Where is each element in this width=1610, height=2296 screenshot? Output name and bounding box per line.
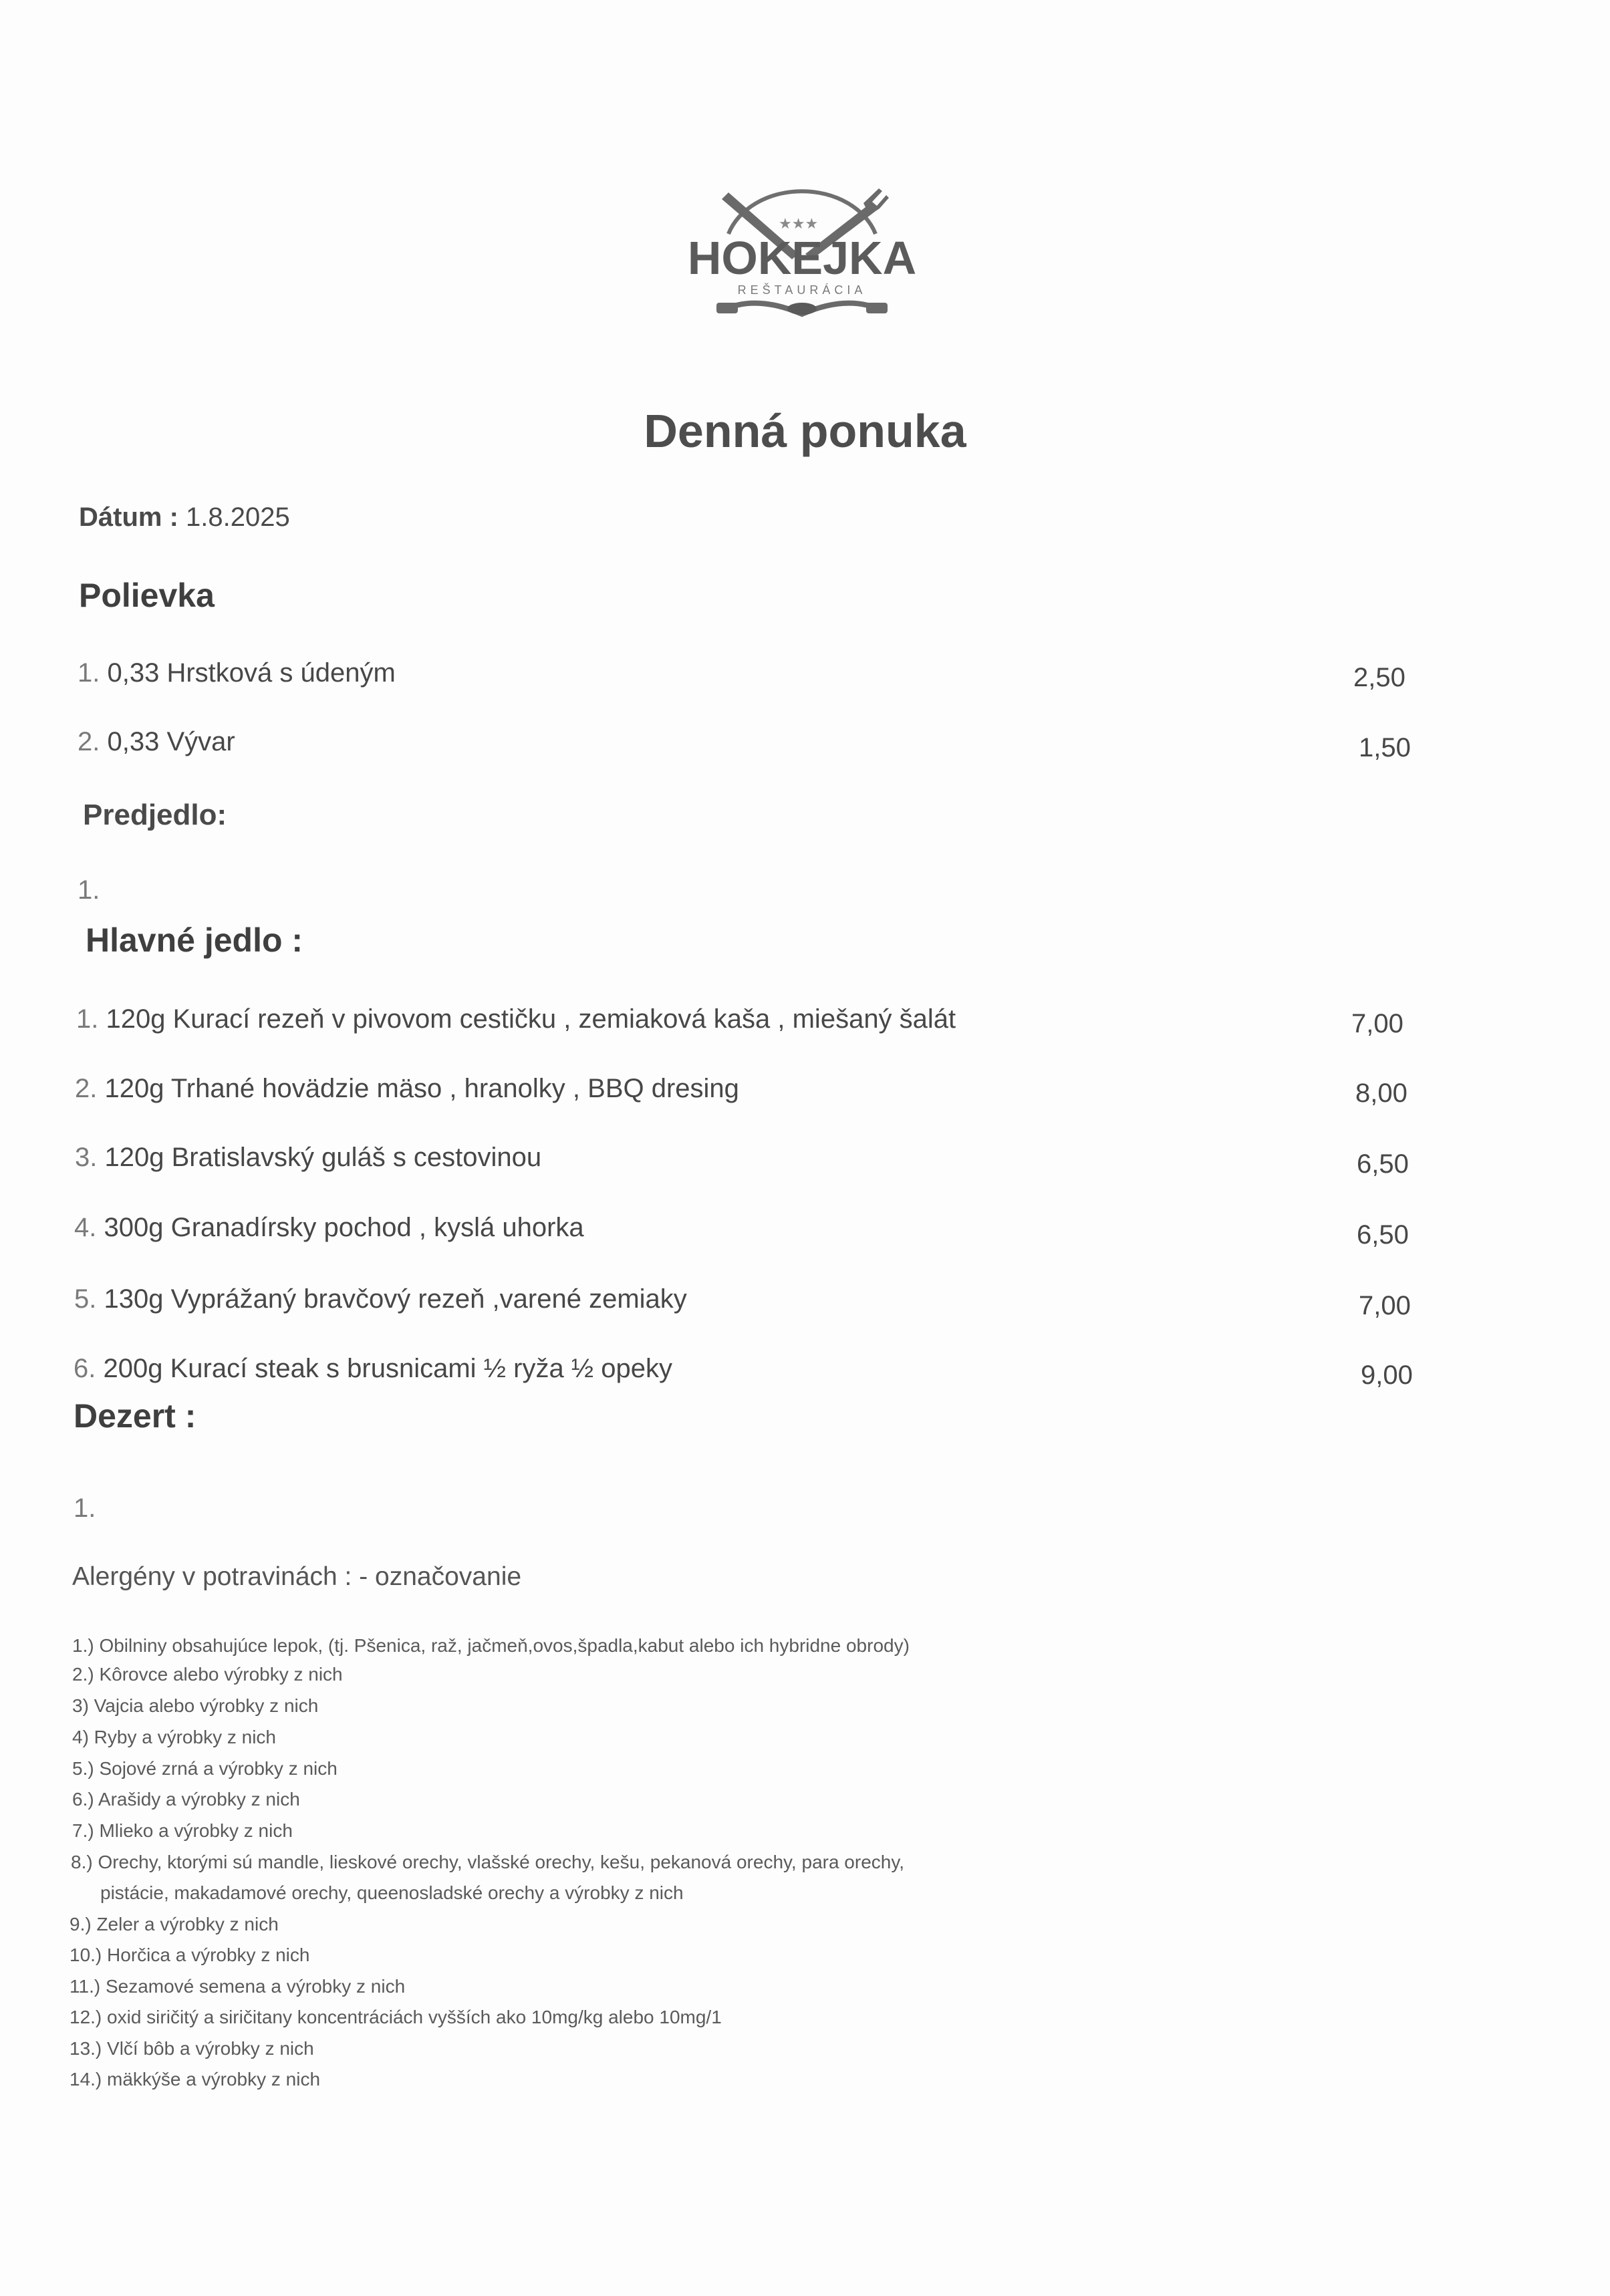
section-main: Hlavné jedlo : bbox=[86, 921, 303, 959]
allergen-item: 11.) Sezamové semena a výrobky z nich bbox=[70, 1976, 406, 1997]
allergen-item: 5.) Sojové zrná a výrobky z nich bbox=[72, 1758, 338, 1779]
item-number: 6. bbox=[74, 1354, 96, 1383]
item-name: 130g Vyprážaný bravčový rezeň ,varené zemiaky bbox=[104, 1284, 687, 1314]
logo-name: HOKEJKA bbox=[687, 232, 917, 284]
item-number: 1. bbox=[76, 1004, 99, 1034]
item-name: 300g Granadírsky pochod , kyslá uhorka bbox=[104, 1213, 584, 1242]
item-number: 2. bbox=[78, 727, 100, 756]
main-item-6 bbox=[74, 1354, 672, 1384]
main-price-2: 8,00 bbox=[1355, 1079, 1407, 1108]
allergen-item: 14.) mäkkýše a výrobky z nich bbox=[70, 2069, 321, 2090]
allergen-item: 9.) Zeler a výrobky z nich bbox=[70, 1914, 279, 1934]
allergen-item: 8.) Orechy, ktorými sú mandle, lieskové orechy, vlašské orechy, kešu, pekanová orechy, para orechy, bbox=[71, 1852, 905, 1872]
item-name: 120g Trhané hovädzie mäso , hranolky , BBQ dresing bbox=[104, 1074, 739, 1103]
allergen-item: 1.) Obilniny obsahujúce lepok, (tj. Pšenica, raž, jačmeň,ovos,špadla,kabut alebo ich hybridne obrody) bbox=[72, 1635, 910, 1656]
main-item-3 bbox=[75, 1143, 541, 1173]
main-item-5 bbox=[74, 1284, 687, 1314]
dessert-item-1: 1. bbox=[74, 1493, 96, 1523]
soup-price-1: 2,50 bbox=[1353, 663, 1405, 692]
soup-price-2: 1,50 bbox=[1359, 733, 1411, 762]
item-name: 0,33 Vývar bbox=[107, 727, 235, 756]
item-name: 0,33 Hrstková s údeným bbox=[107, 658, 396, 688]
date-label: Dátum : bbox=[79, 503, 178, 532]
starter-item-1: 1. bbox=[78, 875, 100, 905]
soup-item-1 bbox=[78, 658, 396, 688]
allergen-item: 6.) Arašidy a výrobky z nich bbox=[72, 1789, 300, 1810]
date-value: 1.8.2025 bbox=[186, 503, 290, 532]
item-number: 5. bbox=[74, 1284, 97, 1314]
allergen-item: 13.) Vlčí bôb a výrobky z nich bbox=[70, 2038, 314, 2059]
main-item-2 bbox=[75, 1074, 739, 1104]
allergen-item: 10.) Horčica a výrobky z nich bbox=[70, 1945, 310, 1965]
main-price-3: 6,50 bbox=[1357, 1149, 1409, 1179]
allergen-item: 12.) oxid siričitý a siričitany koncentráciách vyšších ako 10mg/kg alebo 10mg/1 bbox=[70, 2007, 722, 2027]
allergen-item: pistácie, makadamové orechy, queenosladské orechy a výrobky z nich bbox=[100, 1882, 684, 1903]
allergen-item: 4) Ryby a výrobky z nich bbox=[72, 1727, 276, 1747]
restaurant-logo bbox=[682, 180, 922, 334]
item-number: 2. bbox=[75, 1074, 98, 1103]
main-item-1 bbox=[76, 1004, 956, 1034]
main-price-5: 7,00 bbox=[1359, 1291, 1411, 1320]
section-dessert: Dezert : bbox=[74, 1397, 196, 1435]
main-price-4: 6,50 bbox=[1357, 1220, 1409, 1250]
item-name: 200g Kurací steak s brusnicami ½ ryža ½ opeky bbox=[103, 1354, 673, 1383]
section-soup: Polievka bbox=[79, 577, 215, 614]
main-price-6: 9,00 bbox=[1361, 1360, 1413, 1390]
allergen-item: 2.) Kôrovce alebo výrobky z nich bbox=[72, 1664, 343, 1685]
main-price-1: 7,00 bbox=[1351, 1009, 1403, 1038]
allergen-item: 7.) Mlieko a výrobky z nich bbox=[72, 1820, 293, 1841]
soup-item-2 bbox=[78, 727, 235, 757]
item-number: 1. bbox=[78, 658, 100, 688]
main-item-4 bbox=[74, 1213, 584, 1243]
item-number: 4. bbox=[74, 1213, 97, 1242]
allergens-heading: Alergény v potravinách : - označovanie bbox=[72, 1562, 522, 1591]
item-number: 3. bbox=[75, 1143, 98, 1172]
section-starter: Predjedlo: bbox=[83, 799, 227, 831]
item-name: 120g Bratislavský guláš s cestovinou bbox=[104, 1143, 542, 1172]
item-name: 120g Kurací rezeň v pivovom cestičku , zemiaková kaša , miešaný šalát bbox=[106, 1004, 956, 1034]
logo-subtitle: REŠTAURÁCIA bbox=[737, 283, 867, 297]
page-title: Denná ponuka bbox=[644, 405, 966, 457]
date-line bbox=[79, 503, 290, 533]
allergen-item: 3) Vajcia alebo výrobky z nich bbox=[72, 1695, 319, 1716]
svg-text:★★★: ★★★ bbox=[779, 216, 819, 233]
